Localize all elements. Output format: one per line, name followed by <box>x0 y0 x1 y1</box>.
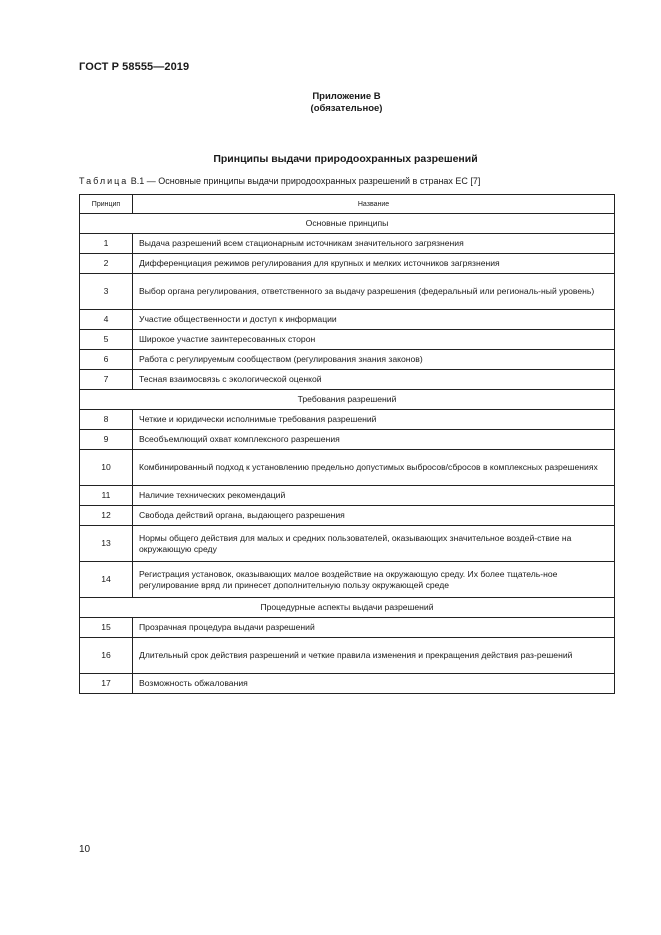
appendix-status: (обязательное) <box>310 103 383 114</box>
principle-number: 5 <box>80 330 133 350</box>
table-caption <box>79 176 480 186</box>
principle-name: Дифференциация режимов регулирования для крупных и мелких источников загрязнения <box>133 254 615 274</box>
table-row <box>80 234 615 254</box>
table-row <box>80 410 615 430</box>
principle-number: 17 <box>80 674 133 694</box>
principle-name: Длительный срок действия разрешений и четкие правила изменения и прекращения действия раз-решений <box>133 638 615 674</box>
principle-name: Тесная взаимосвязь с экологической оценкой <box>133 370 615 390</box>
section-title: Требования разрешений <box>80 390 615 410</box>
principles-table <box>79 194 615 694</box>
principle-number: 12 <box>80 506 133 526</box>
principle-number: 4 <box>80 310 133 330</box>
principle-name: Наличие технических рекомендаций <box>133 486 615 506</box>
section-row <box>80 390 615 410</box>
appendix-header <box>0 91 661 115</box>
document-code: ГОСТ Р 58555—2019 <box>79 61 190 73</box>
principle-number: 13 <box>80 526 133 562</box>
principle-name: Комбинированный подход к установлению предельно допустимых выбросов/сбросов в комплексных разрешениях <box>133 450 615 486</box>
table-row <box>80 254 615 274</box>
table-row <box>80 486 615 506</box>
principle-number: 8 <box>80 410 133 430</box>
section-title: Основные принципы <box>80 214 615 234</box>
principle-name: Прозрачная процедура выдачи разрешений <box>133 618 615 638</box>
principle-name: Выдача разрешений всем стационарным источникам значительного загрязнения <box>133 234 615 254</box>
section-row <box>80 598 615 618</box>
appendix-title: Приложение В <box>312 91 381 102</box>
table-row <box>80 638 615 674</box>
principle-number: 11 <box>80 486 133 506</box>
table-row <box>80 618 615 638</box>
table-row <box>80 350 615 370</box>
caption-text: В.1 — Основные принципы выдачи природоохранных разрешений в странах ЕС [7] <box>128 176 481 186</box>
principle-number: 16 <box>80 638 133 674</box>
principle-number: 7 <box>80 370 133 390</box>
heading-text: Принципы выдачи природоохранных разрешений <box>213 153 478 165</box>
table-row <box>80 274 615 310</box>
principle-number: 14 <box>80 562 133 598</box>
principle-name: Четкие и юридически исполнимые требования разрешений <box>133 410 615 430</box>
principle-name: Участие общественности и доступ к информации <box>133 310 615 330</box>
principle-number: 6 <box>80 350 133 370</box>
header-name: Название <box>133 195 615 214</box>
table-body <box>80 214 615 694</box>
table-row <box>80 506 615 526</box>
table-row <box>80 674 615 694</box>
section-row <box>80 214 615 234</box>
header-num: Принцип <box>80 195 133 214</box>
principle-name: Возможность обжалования <box>133 674 615 694</box>
principle-name: Нормы общего действия для малых и средних пользователей, оказывающих значительное воздей-ствие на окружающую среду <box>133 526 615 562</box>
principle-number: 1 <box>80 234 133 254</box>
principle-name: Выбор органа регулирования, ответственного за выдачу разрешения (федеральный или региональ-ный уровень) <box>133 274 615 310</box>
principle-number: 2 <box>80 254 133 274</box>
principle-name: Работа с регулируемым сообществом (регулирования знания законов) <box>133 350 615 370</box>
table-row <box>80 370 615 390</box>
table-row <box>80 430 615 450</box>
table-row <box>80 450 615 486</box>
table-row <box>80 526 615 562</box>
principle-number: 10 <box>80 450 133 486</box>
principle-name: Свобода действий органа, выдающего разрешения <box>133 506 615 526</box>
page-number: 10 <box>79 844 91 855</box>
section-heading <box>0 153 661 165</box>
table-row <box>80 330 615 350</box>
principle-number: 3 <box>80 274 133 310</box>
principle-name: Регистрация установок, оказывающих малое воздействие на окружающую среду. Их более тщатель-ное регулирование вряд ли принесет дополнительную пользу окружающей среде <box>133 562 615 598</box>
principle-number: 9 <box>80 430 133 450</box>
table-row <box>80 562 615 598</box>
principle-name: Всеобъемлющий охват комплексного разрешения <box>133 430 615 450</box>
section-title: Процедурные аспекты выдачи разрешений <box>80 598 615 618</box>
principle-number: 15 <box>80 618 133 638</box>
caption-label: Таблица <box>79 176 129 186</box>
principle-name: Широкое участие заинтересованных сторон <box>133 330 615 350</box>
table-row <box>80 310 615 330</box>
table-header-row <box>80 195 615 214</box>
